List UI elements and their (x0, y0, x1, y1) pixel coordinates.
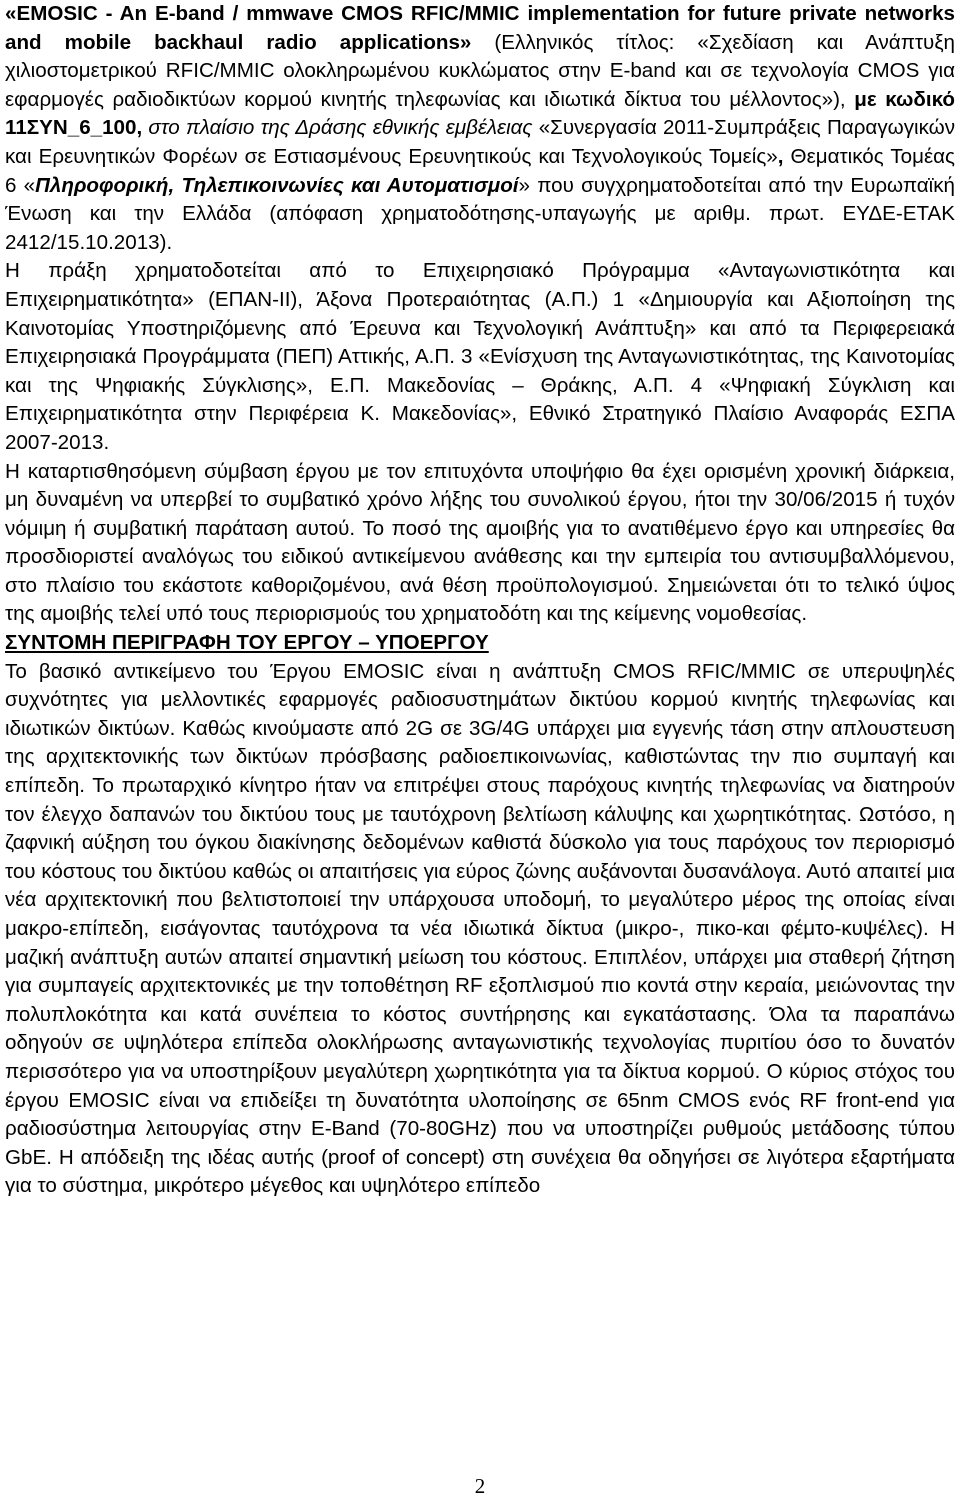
paragraph-project-description: Το βασικό αντικείμενο του Έργου EMOSIC είναι η ανάπτυξη CMOS RFIC/MMIC σε υπερυψηλές συχνότητες για μελλοντικές εφαρμογές ραδιοσυστημάτων δικτύου κορμού κινητής τηλεφωνίας και ιδιωτικών δικτύων. Καθώς κινούμαστε από 2G σε 3G/4G υπάρχει μια εγγενής τάση στην απλουστευση της αρχιτεκτονικής των δικτύων πρόσβασης ραδιοεπικοινωνίας, καθιστώντας την πιο συμπαγή και επίπεδη. Το πρωταρχικό κίνητρο ήταν να επιτρέψει στους παρόχους κινητής τηλεφωνίας να διατηρούν τον έλεγχο δαπανών του δικτύου τους με ταυτόχρονη βελτίωση κάλυψης και χωρητικότητας. Ωστόσο, η ζαφνική αύξηση του όγκου διακίνησης δεδομένων καθιστά δύσκολο για τους παρόχους τον περιορισμό του κόστους του δικτύου καθώς οι απαιτήσεις για εύρος ζώνης αυξάνονται δυσανάλογα. Αυτό απαιτεί μια νέα αρχιτεκτονική που βελτιστοποιεί την υπάρχουσα υποδομή, το μεγαλύτερο μέρος της οποίας είναι μακρο-επίπεδη, εισάγοντας ταυτόχρονα τα νέα ιδιωτικά δίκτυα (μικρο-, πικο-και φέμτο-κυψέλες). Η μαζική ανάπτυξη αυτών απαιτεί σημαντική μείωση του κόστους. Επιπλέον, υπάρχει μια σταθερή ζήτηση για συμπαγείς αρχιτεκτονικές με την τοποθέτηση RF εξοπλισμού πιο κοντά στην κεραία, μειώνοντας την πολυπλοκότητα και κατά συνέπεια το κόστος συντήρησης και εγκατάστασης. Όλα τα παραπάνω οδηγούν σε υψηλότερα επίπεδα ολοκλήρωσης ανταγωνιστικής τεχνολογίας πυριτίου όσο το δυνατόν περισσότερο για να υποστηρίξουν μεγαλύτερη χωρητικότητα για τα δίκτυα κορμού. Ο κύριος στόχος του έργου EMOSIC είναι να επιδείξει τη δυνατότητα υλοποίησης σε 65nm CMOS ενός RF front-end για ραδιοσύστημα λειτουργίας στην E-Band (70-80GHz) που να υποστηρίζει ρυθμούς μετάδοσης τύπου GbE. Η απόδειξη της ιδέας αυτής (proof of concept) στη συνέχεια θα οδηγήσει σε λιγότερα εξαρτήματα για το σύστημα, μικρότερο μέγεθος και υψηλότερο επίπεδο (5, 659, 955, 1198)
page-number: 2 (474, 1474, 486, 1498)
thematic-sector-name: Πληροφορική, Τηλεπικοινωνίες και Αυτοματισμοί (35, 173, 519, 197)
project-code: με κωδικό 11ΣΥΝ_6_100, (5, 87, 955, 140)
project-title-english: «EMOSIC - An E-band / mmwave CMOS RFIC/MMIC implementation for future private networks and mobile backhaul radio applications» (5, 2, 955, 54)
paragraph-project-title (5, 0, 955, 257)
action-name: «Συνεργασία 2011-Συμπράξεις Παραγωγικών και Ερευνητικών Φορέων σε Εστιασμένους Ερευνητικούς και Τεχνολογικούς Τομείς» (5, 116, 956, 168)
section-heading: ΣΥΝΤΟΜΗ ΠΕΡΙΓΡΑΦΗ ΤΟΥ ΕΡΓΟΥ – ΥΠΟΕΡΓΟΥ (5, 631, 489, 655)
paragraph-contract: Η καταρτισθησόμενη σύμβαση έργου με τον επιτυχόντα υποψήφιο θα έχει ορισμένη χρονική διάρκεια, μη δυναμένη να υπερβεί το συμβατικό χρόνο λήξης του συνολικού έργου, ήτοι την 30/06/2015 ή τυχόν νόμιμη ή συμβατική παράταση αυτού. Το ποσό της αμοιβής για το ανατιθέμενο έργο και υπηρεσίες θα προσδιοριστεί αναλόγως του ειδικού αντικείμενου ανάθεσης και την εμπειρία του αντισυμβαλλόμενου, στο πλαίσιο του εκάστοτε καθοριζομένου, ανά θέση προϋπολογισμού. Σημειώνεται ότι το τελικό ύψος της αμοιβής τελεί υπό τους περιορισμούς του χρηματοδότη και της κείμενης νομοθεσίας. (5, 459, 955, 626)
funding-decision: » που συγχρηματοδοτείται από την Ευρωπαϊκή Ένωση και την Ελλάδα (απόφαση χρηματοδότησης-υπαγωγής με αριθμ. πρωτ. ΕΥΔΕ-ΕΤΑΚ 2412/15.10.2013). (5, 173, 955, 254)
comma-bold: , (777, 144, 784, 168)
thematic-sector-intro: Θεματικός Τομέας 6 « (5, 144, 955, 197)
project-title-greek: (Ελληνικός τίτλος: «Σχεδίαση και Ανάπτυξη χιλιοστομετρικού RFIC/MMIC ολοκληρωμένου κυκλώματος στην E-band και σε τεχνολογία CMOS για εφαρμογές ραδιοδικτύων κορμού κινητής τηλεφωνίας και ιδιωτικά δίκτυα του μέλλοντος»), (5, 30, 955, 111)
action-scope: στο πλαίσιο της Δράσης εθνικής εμβέλειας (142, 116, 533, 140)
paragraph-funding: Η πράξη χρηματοδοτείται από το Επιχειρησιακό Πρόγραμμα «Ανταγωνιστικότητα και Επιχειρηματικότητα» (ΕΠΑΝ-ΙΙ), Άξονα Προτεραιότητας (Α.Π.) 1 «Δημιουργία και Αξιοποίηση της Καινοτομίας Υποστηριζόμενης από Έρευνα και Τεχνολογική Ανάπτυξη» και από τα Περιφερειακά Επιχειρησιακά Προγράμματα (ΠΕΠ) Αττικής, Α.Π. 3 «Ενίσχυση της Ανταγωνιστικότητας, της Καινοτομίας και της Ψηφιακής Σύγκλισης», Ε.Π. Μακεδονίας – Θράκης, Α.Π. 4 «Ψηφιακή Σύγκλιση και Επιχειρηματικότητα στην Περιφέρεια Κ. Μακεδονίας», Εθνικό Στρατηγικό Πλαίσιο Αναφοράς ΕΣΠΑ 2007-2013. (5, 259, 955, 454)
